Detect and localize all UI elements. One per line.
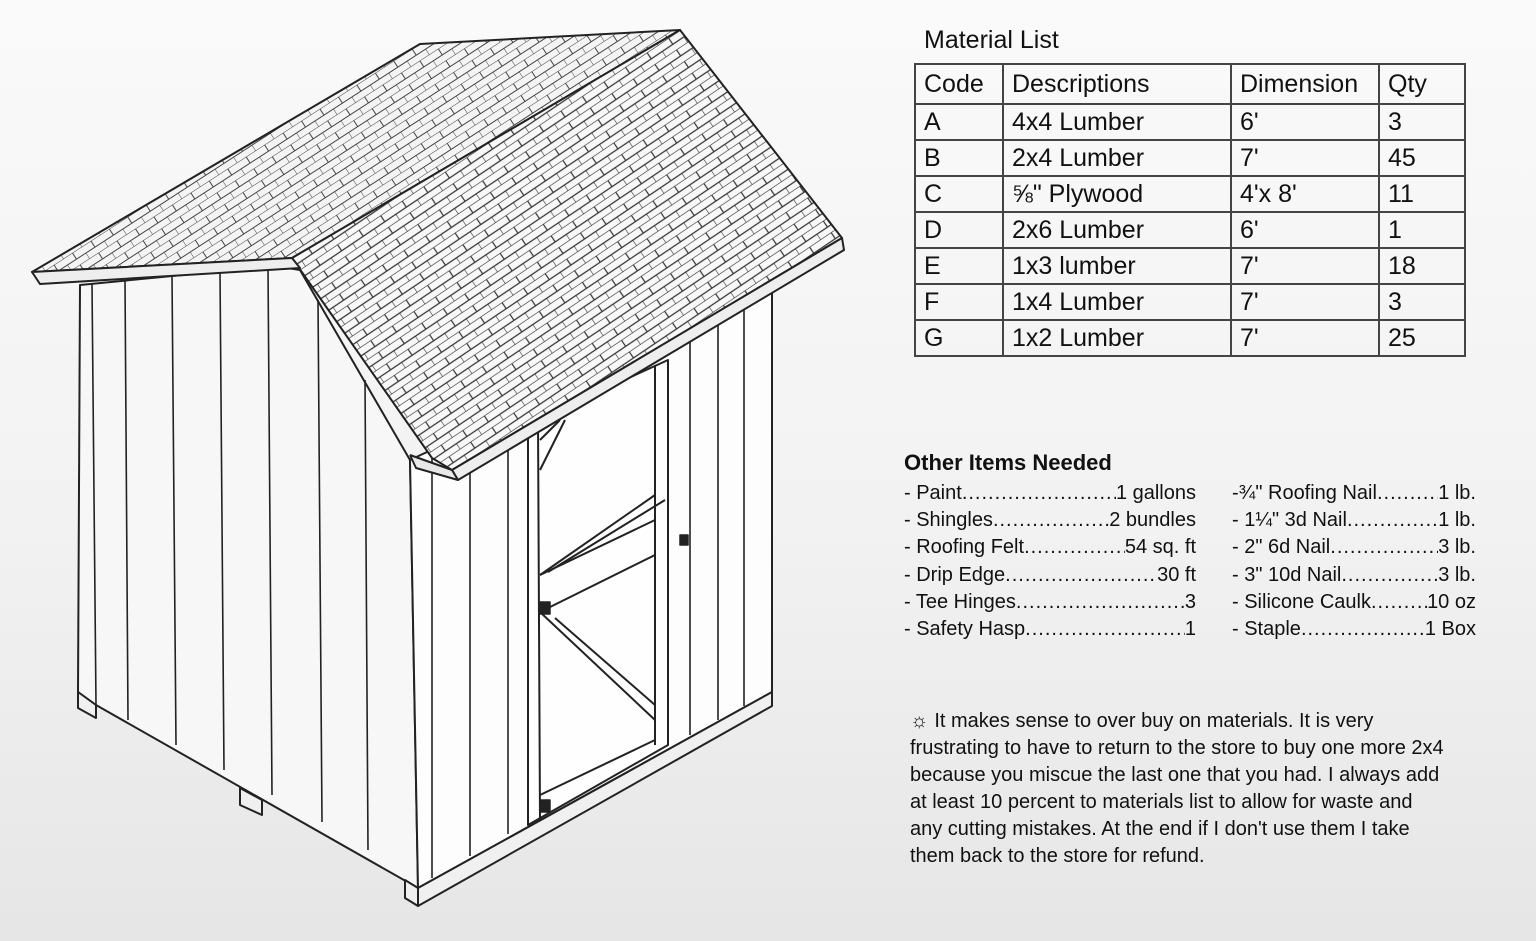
material-list-table [914, 63, 1466, 357]
cell-code: C [915, 176, 1003, 212]
item-name: - Shingles [904, 509, 993, 532]
cell-dimension: 7' [1231, 320, 1379, 356]
item-amount: 10 oz [1427, 590, 1476, 613]
list-item [1232, 589, 1476, 616]
cell-code: A [915, 104, 1003, 140]
item-amount: 3 lb. [1438, 563, 1476, 586]
item-name: - Staple [1232, 618, 1301, 641]
cell-qty: 45 [1379, 140, 1465, 176]
cell-code: B [915, 140, 1003, 176]
cell-description: 1x2 Lumber [1003, 320, 1231, 356]
cell-qty: 3 [1379, 284, 1465, 320]
cell-qty: 18 [1379, 248, 1465, 284]
item-amount: 30 ft [1157, 563, 1196, 586]
list-item [1232, 562, 1476, 589]
item-amount: 1 lb. [1438, 482, 1476, 504]
item-name: - Drip Edge [904, 563, 1006, 586]
item-amount: 1 Box [1424, 618, 1476, 641]
cell-code: F [915, 284, 1003, 320]
item-name: -¾" Roofing Nail [1232, 482, 1377, 504]
list-item [904, 534, 1196, 561]
lightbulb-icon: ☼ [910, 710, 929, 732]
item-amount: 3 [1184, 590, 1196, 613]
list-item [1232, 616, 1476, 643]
item-amount: 2 bundles [1109, 509, 1196, 532]
cell-qty: 11 [1379, 176, 1465, 212]
item-amount: 1 [1184, 618, 1196, 641]
other-items-title: Other Items Needed [904, 450, 1112, 475]
material-list-title: Material List [924, 26, 1059, 54]
table-row [915, 248, 1465, 284]
tip-text: It makes sense to over buy on materials. It is very frustrating to have to return to the store to buy one more 2x4 because you miscue the last one that you had. I always add at least 10 percent to materials list to allow for waste and any cutting mistakes. At the end if I don't use them I take them back to the store for refund. [910, 710, 1444, 867]
cell-description: 1x4 Lumber [1003, 284, 1231, 320]
list-item [1232, 480, 1476, 507]
cell-description: ⅝" Plywood [1003, 176, 1231, 212]
item-name: - Paint [904, 482, 962, 504]
cell-description: 4x4 Lumber [1003, 104, 1231, 140]
list-item [1232, 534, 1476, 561]
cell-description: 2x6 Lumber [1003, 212, 1231, 248]
cell-description: 1x3 lumber [1003, 248, 1231, 284]
cell-dimension: 7' [1231, 284, 1379, 320]
item-name: - 2" 6d Nail [1232, 536, 1331, 559]
list-item [1232, 507, 1476, 534]
other-items-left-list [904, 480, 1196, 643]
cell-dimension: 4'x 8' [1231, 176, 1379, 212]
list-item [904, 562, 1196, 589]
item-name: - 3" 10d Nail [1232, 563, 1342, 586]
cell-qty: 25 [1379, 320, 1465, 356]
cell-dimension: 7' [1231, 140, 1379, 176]
item-amount: 54 sq. ft [1124, 536, 1196, 559]
cell-code: D [915, 212, 1003, 248]
cell-dimension: 7' [1231, 248, 1379, 284]
other-items-right-list [1232, 480, 1476, 643]
table-row [915, 140, 1465, 176]
item-name: - Safety Hasp [904, 618, 1026, 641]
cell-code: G [915, 320, 1003, 356]
list-item [904, 480, 1196, 507]
cell-qty: 3 [1379, 104, 1465, 140]
header-descriptions: Descriptions [1003, 64, 1231, 104]
cell-dimension: 6' [1231, 212, 1379, 248]
item-amount: 3 lb. [1438, 536, 1476, 559]
list-item [904, 507, 1196, 534]
table-row [915, 284, 1465, 320]
cell-code: E [915, 248, 1003, 284]
header-dimension: Dimension [1231, 64, 1379, 104]
table-row [915, 104, 1465, 140]
table-row [915, 212, 1465, 248]
cell-description: 2x4 Lumber [1003, 140, 1231, 176]
item-amount: 1 lb. [1438, 509, 1476, 532]
item-name: - Silicone Caulk [1232, 590, 1371, 613]
tip-note [910, 708, 1450, 870]
header-code: Code [915, 64, 1003, 104]
table-row [915, 176, 1465, 212]
header-qty: Qty [1379, 64, 1465, 104]
list-item [904, 616, 1196, 643]
item-amount: 1 gallons [1115, 482, 1196, 504]
item-name: - Tee Hinges [904, 590, 1016, 613]
item-name: - 1¼" 3d Nail [1232, 509, 1347, 532]
cell-qty: 1 [1379, 212, 1465, 248]
table-header-row [915, 64, 1465, 104]
cell-dimension: 6' [1231, 104, 1379, 140]
table-row [915, 320, 1465, 356]
item-name: - Roofing Felt [904, 536, 1025, 559]
list-item [904, 589, 1196, 616]
